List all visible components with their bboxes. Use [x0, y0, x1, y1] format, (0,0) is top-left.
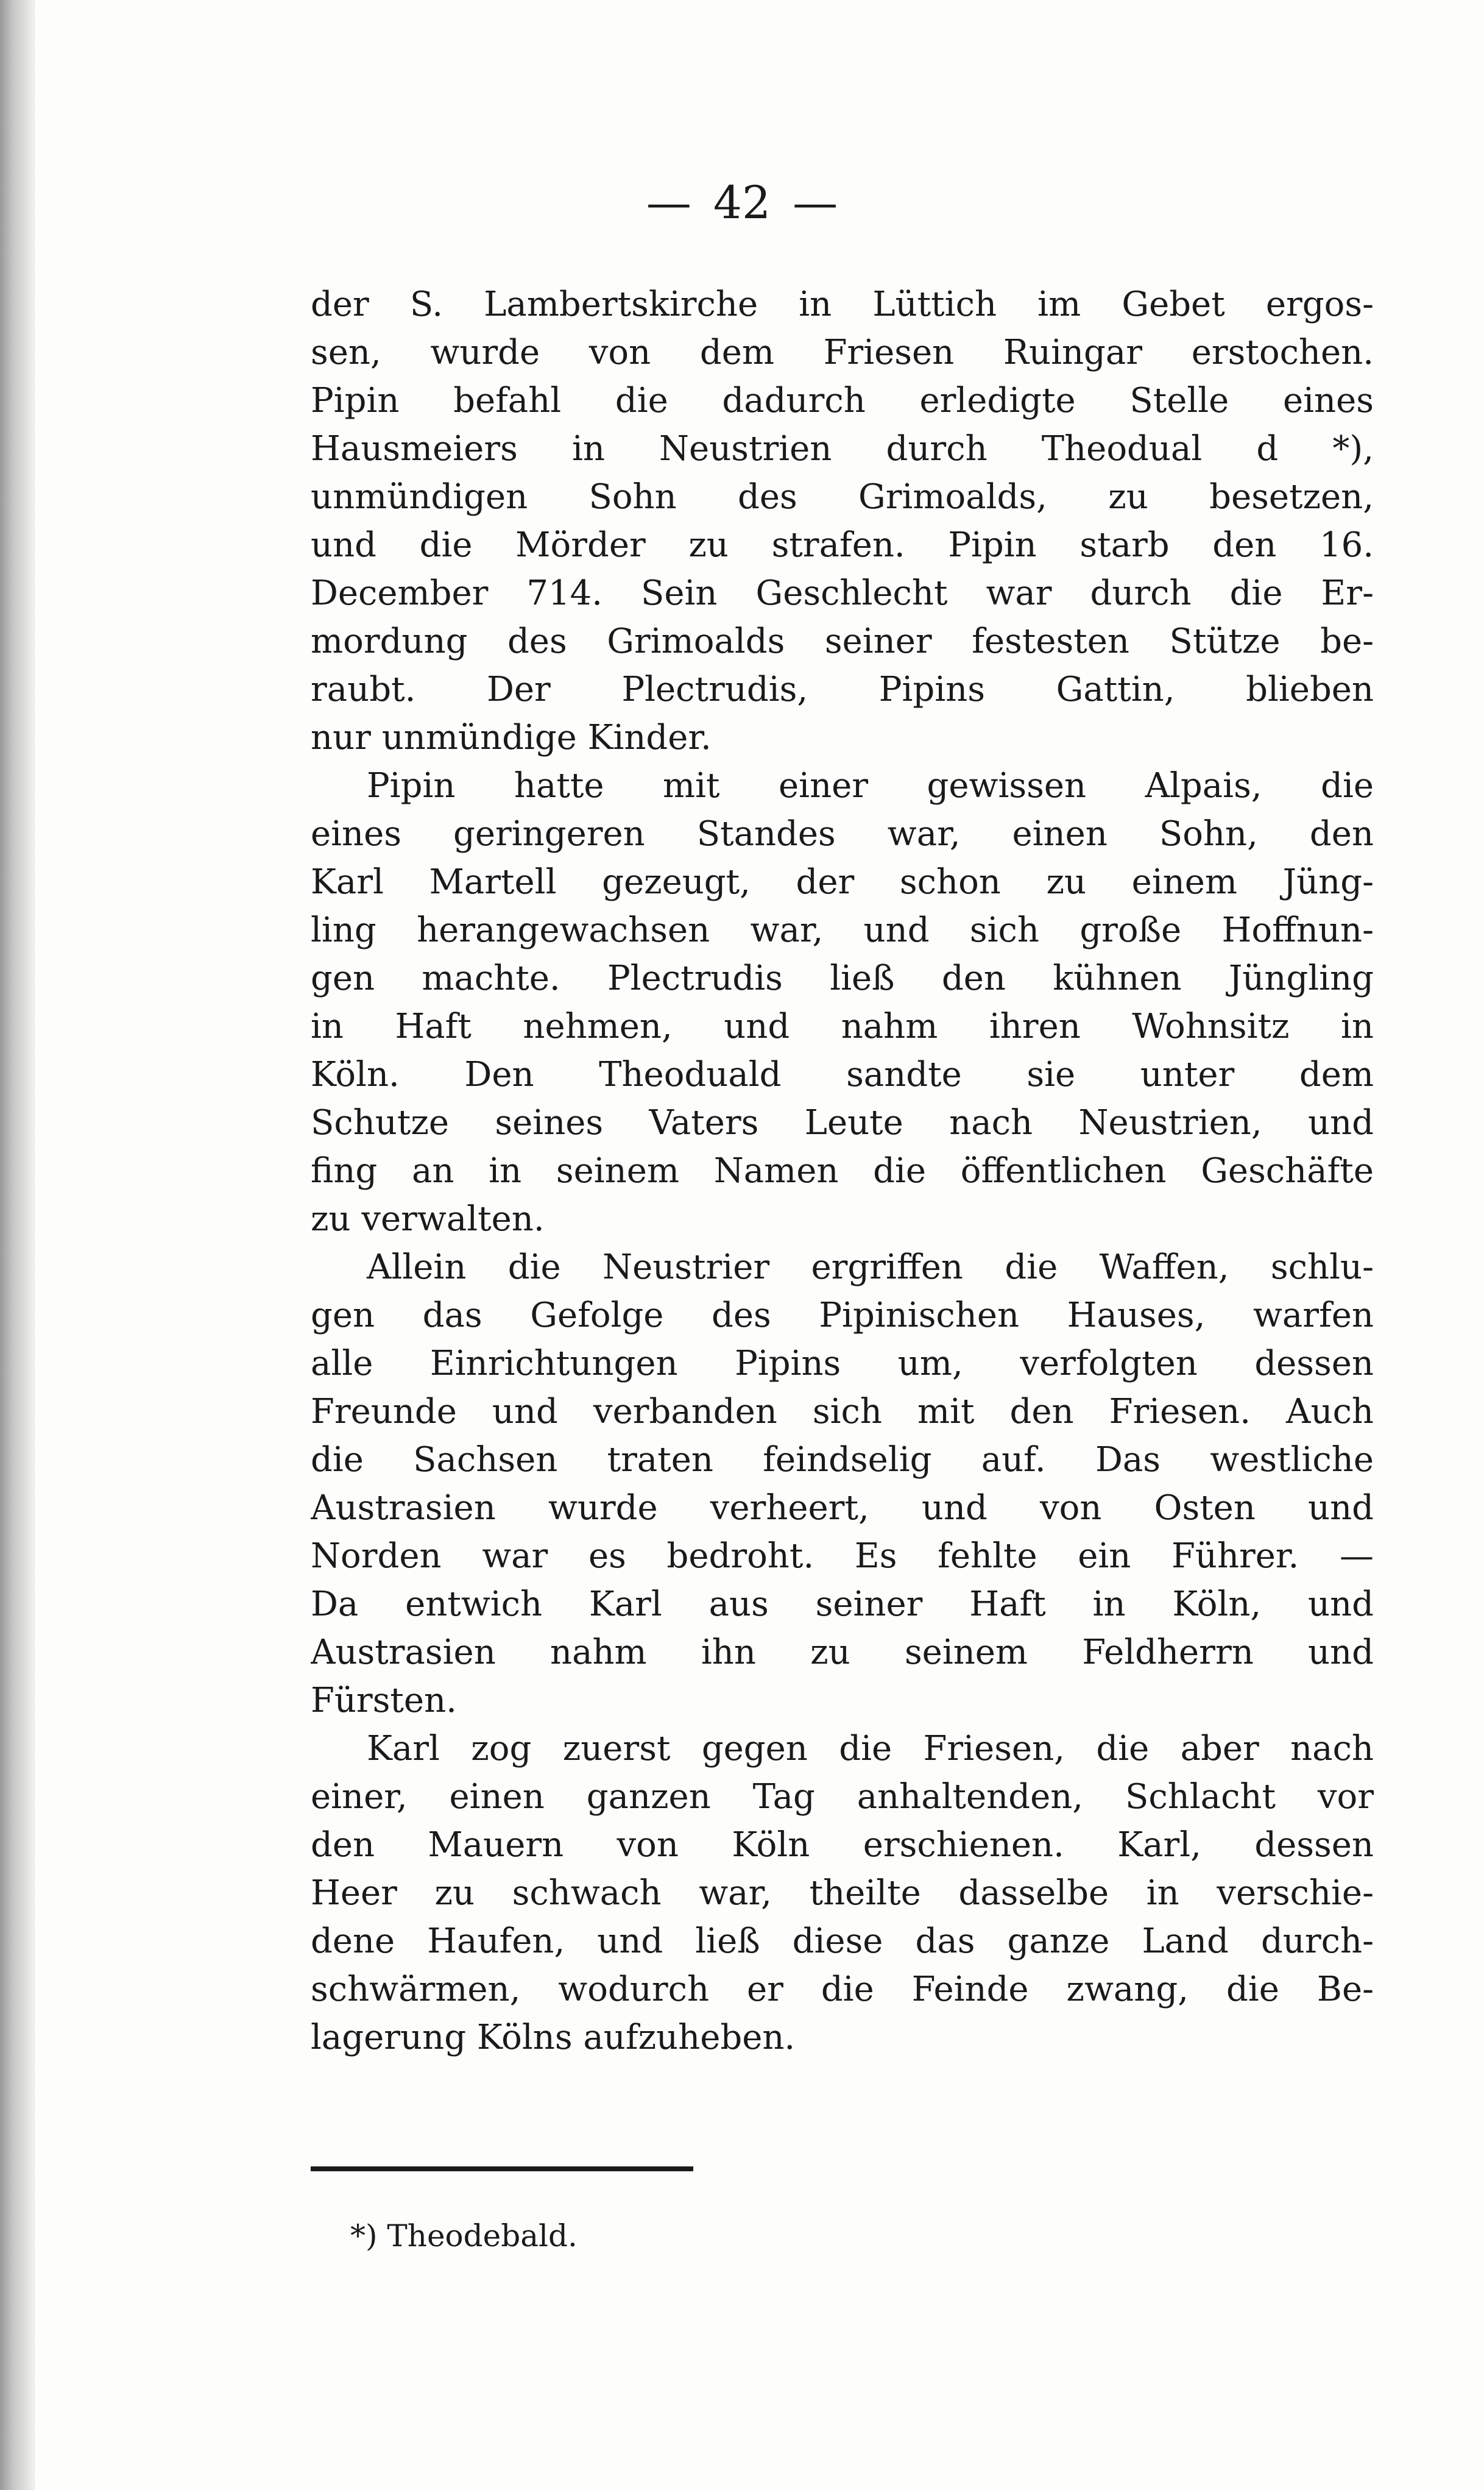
binding-gutter-shadow — [0, 0, 35, 2490]
text-line: in Haft nehmen, und nahm ihren Wohnsitz in — [311, 1007, 1374, 1046]
text-line: fing an in seinem Namen die öffentlichen Geschäfte — [311, 1151, 1374, 1191]
text-line: die Sachsen traten feindselig auf. Das westliche — [311, 1440, 1374, 1480]
text-line: gen machte. Plectrudis ließ den kühnen Jüngling — [311, 959, 1374, 998]
text-line: Pipin hatte mit einer gewissen Alpais, die — [367, 766, 1374, 806]
header-dash-left: — — [646, 177, 691, 229]
text-line: schwärmen, wodurch er die Feinde zwang, die Be- — [311, 1970, 1374, 2009]
footnote-rule — [311, 2166, 693, 2171]
text-line: nur unmündige Kinder. — [311, 718, 712, 757]
text-line: Freunde und verbanden sich mit den Friesen. Auch — [311, 1392, 1374, 1431]
body-text — [311, 280, 1374, 2062]
text-line: zu verwalten. — [311, 1199, 545, 1239]
text-line: Pipin befahl die dadurch erledigte Stelle eines — [311, 381, 1374, 420]
text-line: Heer zu schwach war, theilte dasselbe in verschie- — [311, 1873, 1374, 1913]
text-line: dene Haufen, und ließ diese das ganze Land durch- — [311, 1921, 1374, 1961]
text-line: raubt. Der Plectrudis, Pipins Gattin, blieben — [311, 670, 1374, 709]
text-line: sen, wurde von dem Friesen Ruingar erstochen. — [311, 333, 1374, 372]
text-line: der S. Lambertskirche in Lüttich im Gebet ergos- — [311, 285, 1374, 324]
text-line: alle Einrichtungen Pipins um, verfolgten dessen — [311, 1344, 1374, 1383]
text-line: einer, einen ganzen Tag anhaltenden, Schlacht vor — [311, 1777, 1374, 1817]
text-line: lagerung Kölns aufzuheben. — [311, 2018, 796, 2057]
text-line: mordung des Grimoalds seiner festesten Stütze be- — [311, 622, 1374, 661]
text-line: unmündigen Sohn des Grimoalds, zu besetzen, — [311, 477, 1374, 517]
text-line: und die Mörder zu strafen. Pipin starb den 16. — [311, 525, 1374, 565]
text-line: eines geringeren Standes war, einen Sohn, den — [311, 814, 1374, 854]
text-line: den Mauern von Köln erschienen. Karl, dessen — [311, 1825, 1374, 1865]
text-line: Norden war es bedroht. Es fehlte ein Führer. — — [311, 1536, 1374, 1576]
text-line: Fürsten. — [311, 1681, 457, 1720]
page-header — [0, 177, 1484, 229]
text-line: Köln. Den Theoduald sandte sie unter dem — [311, 1055, 1374, 1094]
text-line: gen das Gefolge des Pipinischen Hauses, warfen — [311, 1296, 1374, 1335]
text-line: Schutze seines Vaters Leute nach Neustrien, und — [311, 1103, 1374, 1143]
text-line: Allein die Neustrier ergriffen die Waffen, schlu- — [367, 1247, 1374, 1287]
header-dash-right: — — [793, 177, 838, 229]
text-line: Austrasien nahm ihn zu seinem Feldherrn und — [311, 1633, 1374, 1672]
text-line: December 714. Sein Geschlecht war durch die Er- — [311, 573, 1374, 613]
footnote: *) Theodebald. — [350, 2218, 578, 2254]
text-line: Da entwich Karl aus seiner Haft in Köln, und — [311, 1584, 1374, 1624]
text-line: Karl zog zuerst gegen die Friesen, die aber nach — [367, 1729, 1374, 1768]
page-number: 42 — [713, 177, 771, 229]
text-line: Austrasien wurde verheert, und von Osten und — [311, 1488, 1374, 1528]
text-line: Hausmeiers in Neustrien durch Theodual d *), — [311, 429, 1374, 469]
text-line: Karl Martell gezeugt, der schon zu einem Jüng- — [311, 862, 1374, 902]
text-line: ling herangewachsen war, und sich große Hoffnun- — [311, 910, 1374, 950]
